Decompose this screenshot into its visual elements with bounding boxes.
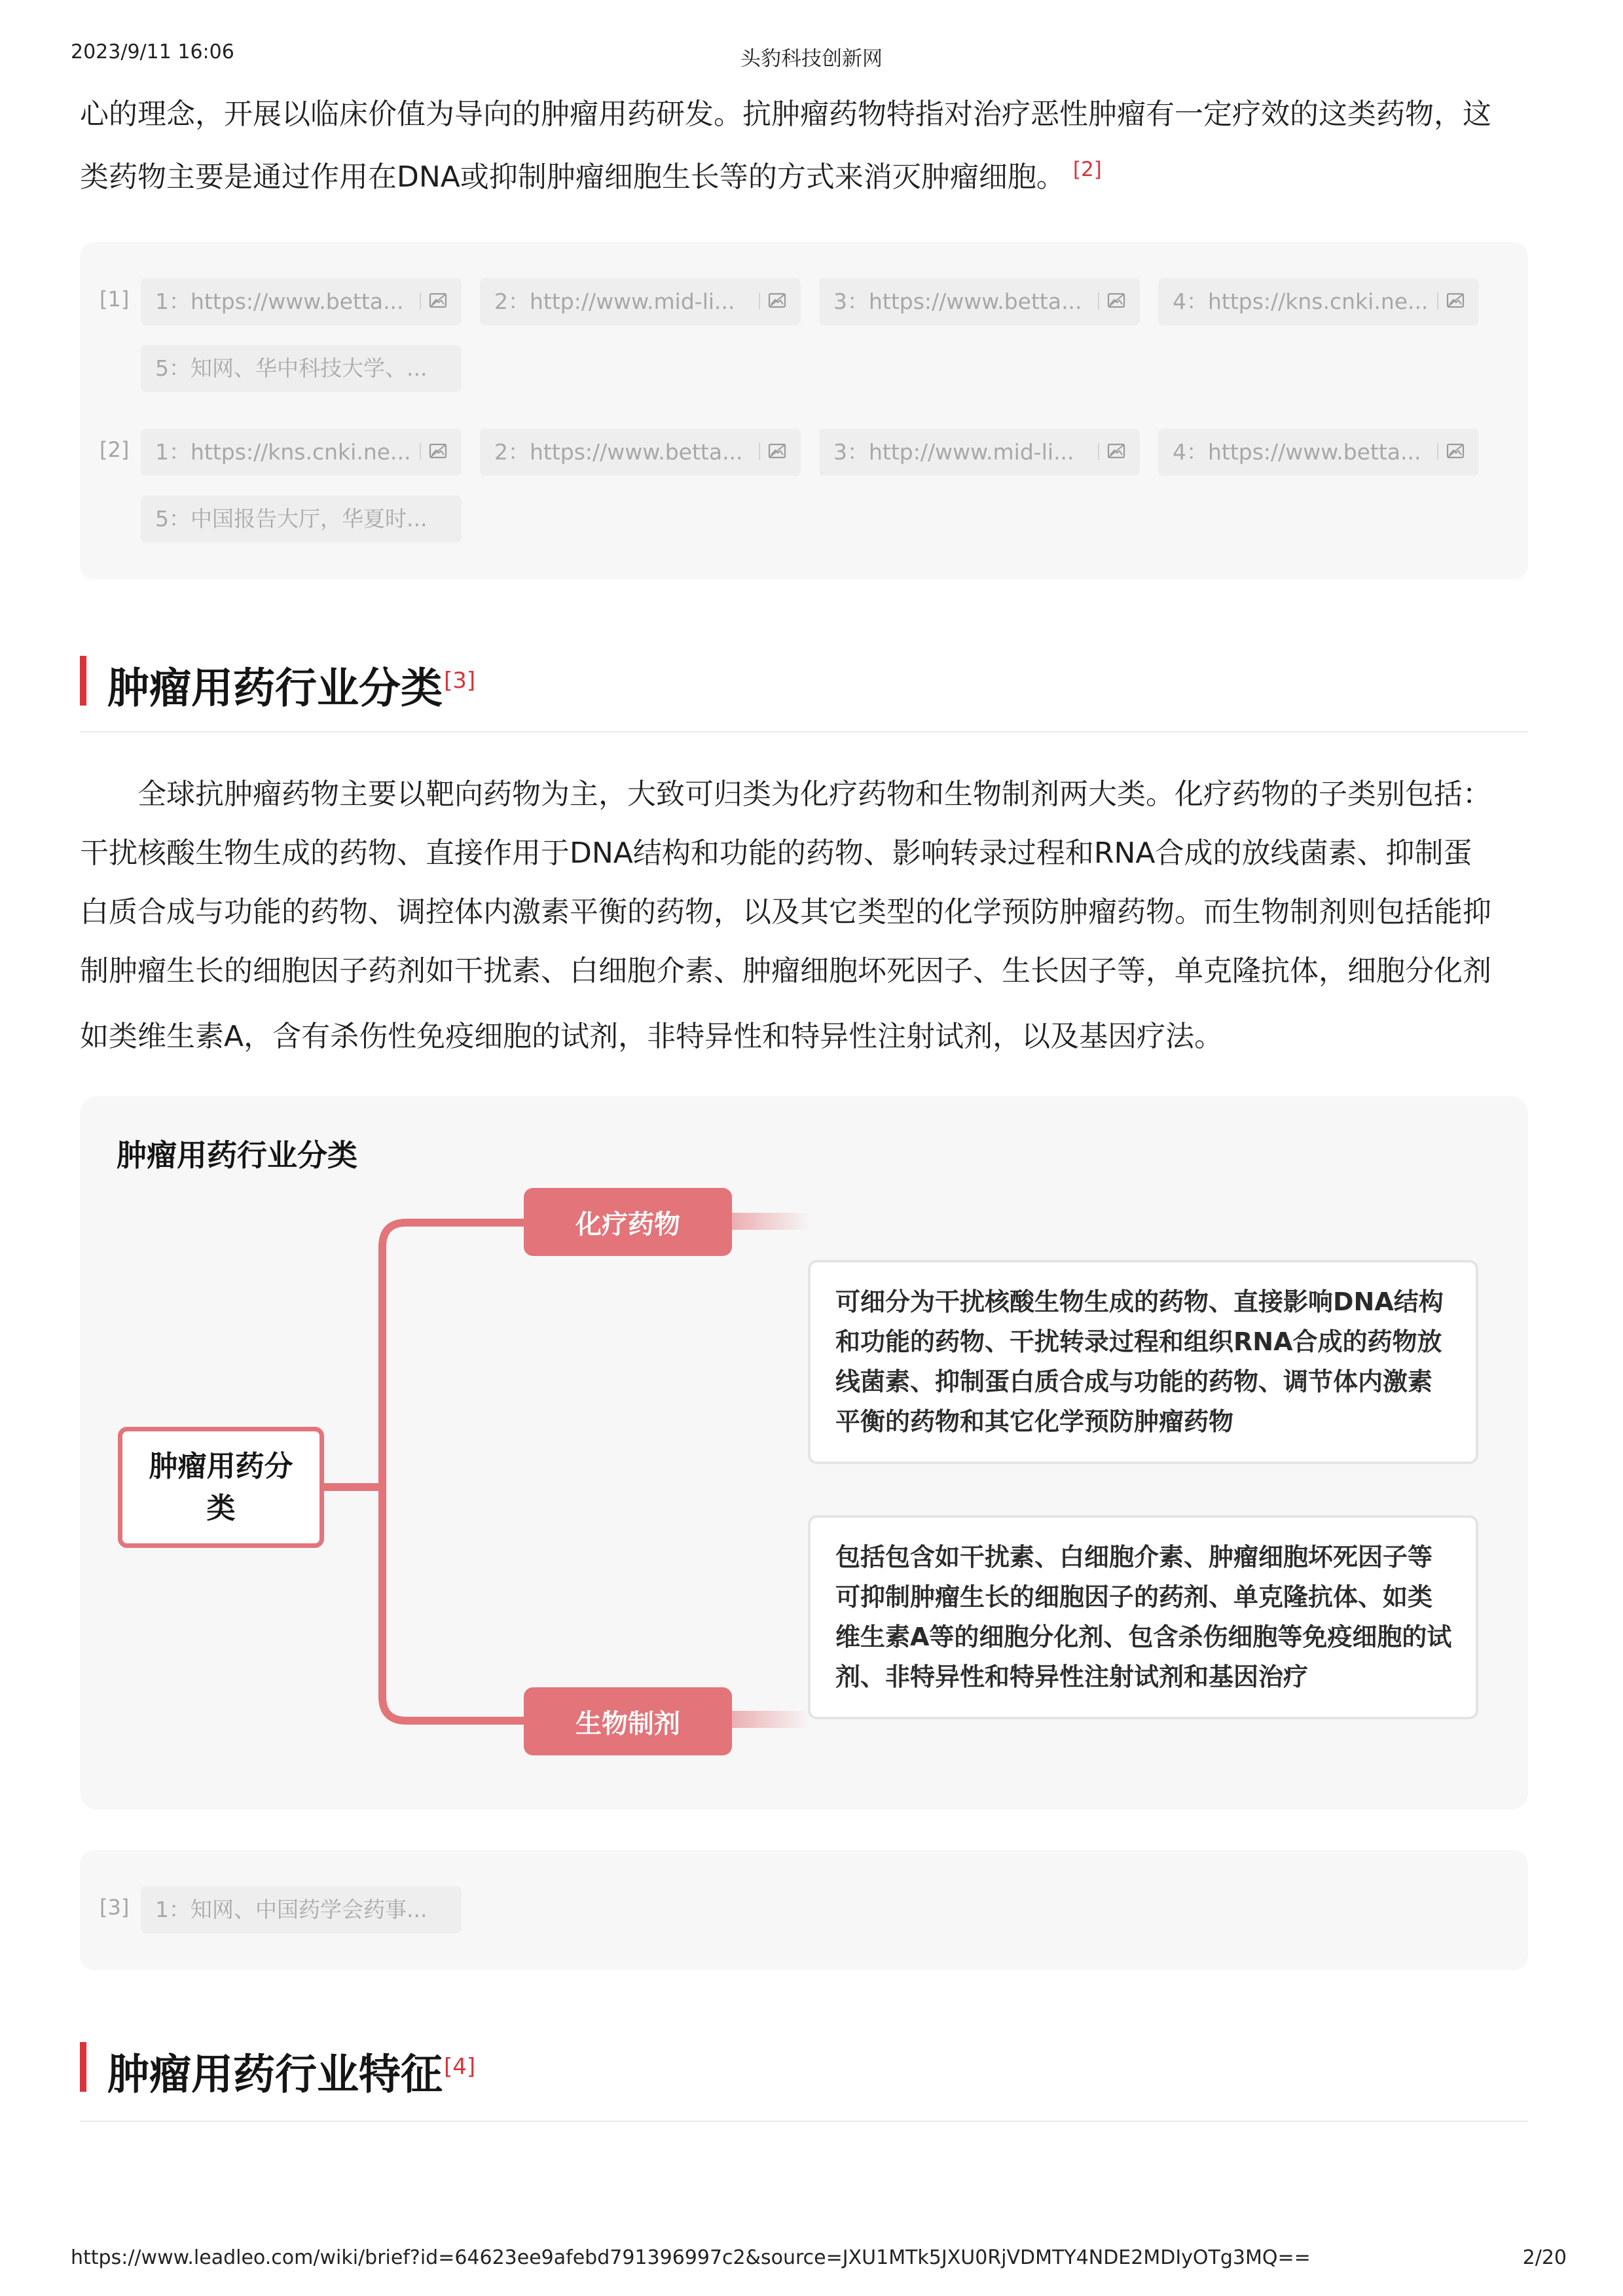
image-icon[interactable] (759, 443, 788, 460)
image-icon[interactable] (1098, 443, 1127, 460)
page-number: 2/20 (1522, 2246, 1567, 2269)
paragraph-line: 制肿瘤生长的细胞因子药剂如干扰素、白细胞介素、肿瘤细胞坏死因子、生长因子等，单克隆抗体，细胞分化剂 (80, 954, 1491, 988)
image-icon[interactable] (420, 443, 448, 460)
image-icon[interactable] (1098, 293, 1127, 310)
section-title: 肿瘤用药行业特征 (107, 2051, 443, 2100)
image-icon[interactable] (1437, 443, 1466, 460)
intro-line-2: 类药物主要是通过作用在DNA或抑制肿瘤细胞生长等的方式来消灭肿瘤细胞。 (80, 160, 1065, 194)
mindmap-leaf-biologics: 包括包含如干扰素、白细胞介素、肿瘤细胞坏死因子等可抑制肿瘤生长的细胞因子的药剂、单克隆抗体、如类维生素A等的细胞分化剂、包含杀伤细胞等免疫细胞的试剂、非特异性和特异性注射试剂和基因治疗 (808, 1515, 1478, 1719)
section-divider (80, 2121, 1528, 2122)
section-divider (80, 731, 1528, 732)
ref-chip[interactable]: 3：http://www.mid-li... (819, 429, 1140, 476)
mindmap-branch-chemotherapy: 化疗药物 (524, 1188, 732, 1256)
ref-chip[interactable]: 1：知网、中国药学会药事... (141, 1886, 462, 1933)
section-title: 肿瘤用药行业分类 (107, 664, 443, 713)
ref-chip[interactable]: 2：http://www.mid-li... (480, 278, 801, 325)
paragraph-line: 干扰核酸生物生成的药物、直接作用于DNA结构和功能的药物、影响转录过程和RNA合成的放线菌素、抑制蛋 (80, 836, 1472, 870)
print-url: https://www.leadleo.com/wiki/brief?id=64623ee9afebd791396997c2&source=JXU1MTk5JXU0RjVDMTY4NDE2MDIyOTg3MQ== (71, 2246, 1311, 2269)
citation-link[interactable]: [2] (1072, 158, 1102, 182)
image-icon[interactable] (420, 293, 448, 310)
paragraph-line: 全球抗肿瘤药物主要以靶向药物为主，大致可归类为化疗药物和生物制剂两大类。化疗药物的子类别包括： (137, 778, 1491, 811)
paragraph-line: 白质合成与功能的药物、调控体内激素平衡的药物，以及其它类型的化学预防肿瘤药物。而生物制剂则包括能抑 (80, 895, 1491, 929)
citation-link[interactable]: [4] (444, 2054, 476, 2080)
mindmap-leaf-chemotherapy: 可细分为干扰核酸生物生成的药物、直接影响DNA结构和功能的药物、干扰转录过程和组织RNA合成的药物放线菌素、抑制蛋白质合成与功能的药物、调节体内激素平衡的药物和其它化学预防肿瘤药物 (808, 1260, 1478, 1464)
ref-label: [2] (100, 437, 130, 462)
mindmap-root-node: 肿瘤用药分类 (118, 1427, 324, 1548)
ref-chip[interactable]: 4：https://www.betta... (1158, 429, 1479, 476)
ref-chip[interactable]: 2：https://www.betta... (480, 429, 801, 476)
ref-chip[interactable]: 1：https://www.betta... (141, 278, 462, 325)
print-site-name: 头豹科技创新网 (740, 47, 883, 71)
image-icon[interactable] (1437, 293, 1466, 310)
intro-paragraph (80, 90, 1527, 202)
ref-label: [1] (100, 287, 130, 312)
reference-box (80, 242, 1528, 579)
ref-chip[interactable]: 4：https://kns.cnki.ne... (1158, 278, 1479, 325)
ref-chip[interactable]: 5：知网、华中科技大学、... (141, 345, 462, 392)
citation-link[interactable]: [3] (444, 668, 476, 694)
section-accent-bar (80, 2042, 86, 2092)
reference-box (80, 1850, 1528, 1970)
paragraph-line: 如类维生素A，含有杀伤性免疫细胞的试剂，非特异性和特异性注射试剂，以及基因疗法。 (80, 1020, 1224, 1053)
print-datetime: 2023/9/11 16:06 (71, 41, 234, 63)
section-paragraph (80, 770, 1527, 1065)
mindmap-panel (80, 1096, 1528, 1810)
ref-label: [3] (100, 1895, 130, 1920)
ref-chip[interactable]: 5：中国报告大厅，华夏时... (141, 495, 462, 543)
image-icon[interactable] (759, 293, 788, 310)
ref-chip[interactable]: 3：https://www.betta... (819, 278, 1140, 325)
ref-chip[interactable]: 1：https://kns.cnki.ne... (141, 429, 462, 476)
intro-line-1: 心的理念，开展以临床价值为导向的肿瘤用药研发。抗肿瘤药物特指对治疗恶性肿瘤有一定疗效的这类药物，这 (80, 98, 1491, 131)
mindmap-branch-biologics: 生物制剂 (524, 1687, 732, 1755)
section-accent-bar (80, 656, 86, 706)
mindmap-title: 肿瘤用药行业分类 (117, 1138, 357, 1173)
